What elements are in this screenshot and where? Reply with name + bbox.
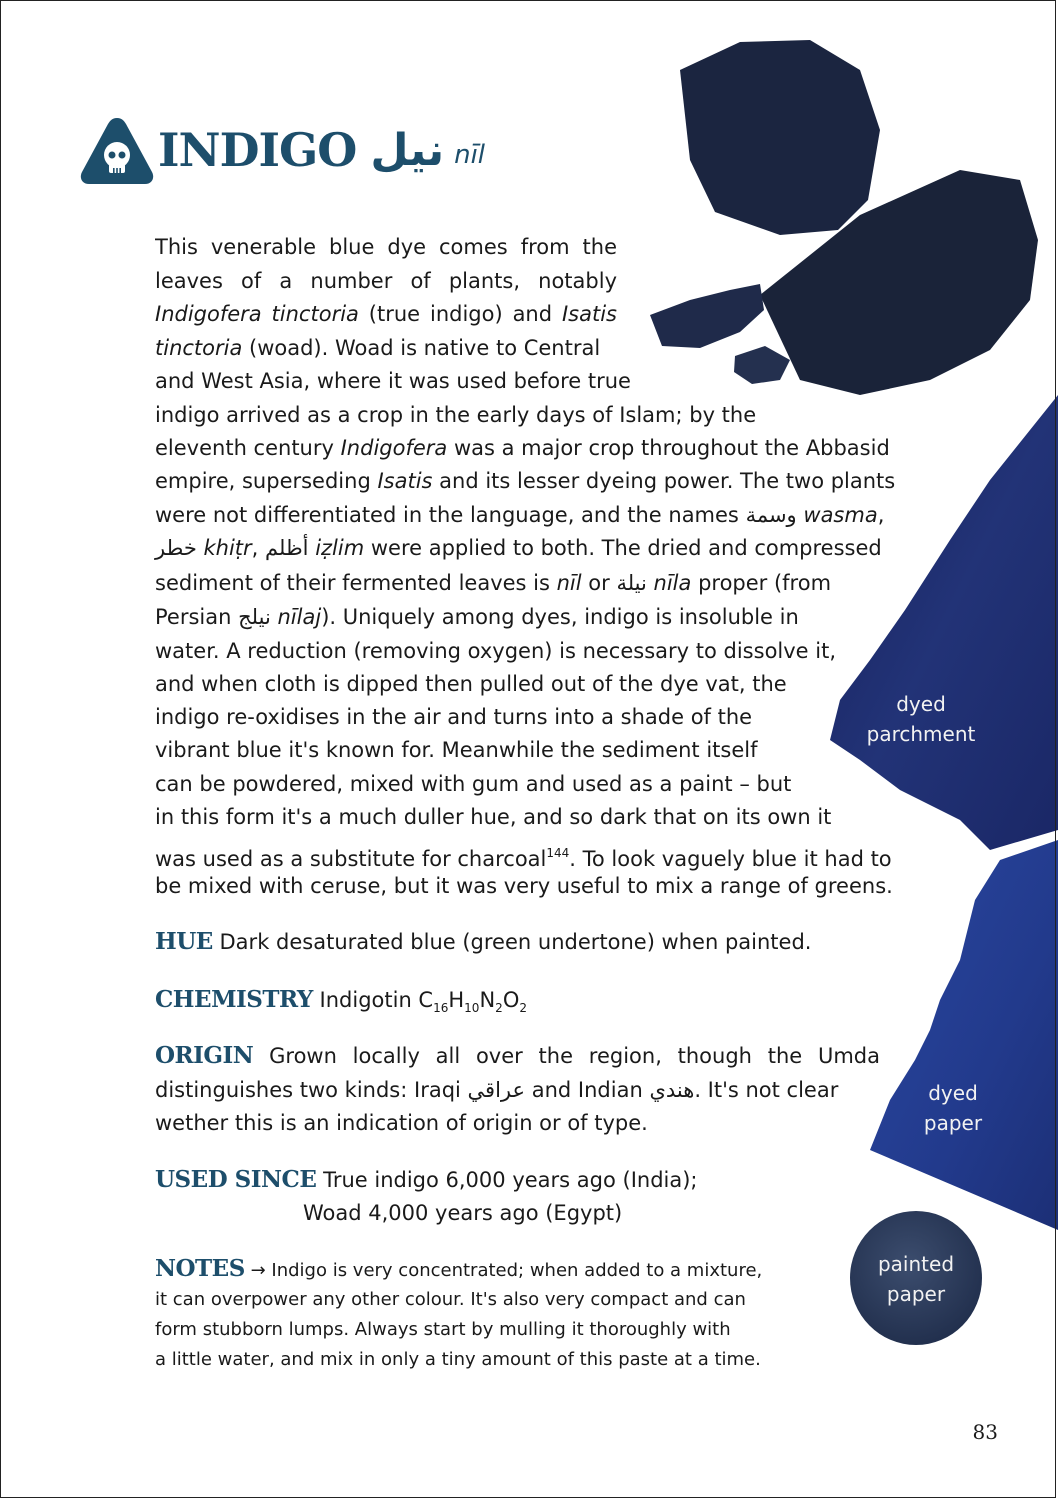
hue-section: [155, 925, 811, 959]
body-line: Persian نيلج nīlaj). Uniquely among dyes, indigo is insoluble in: [155, 605, 799, 629]
body-line: Indigofera tinctoria (true indigo) and Isatis: [155, 302, 617, 326]
origin-line: ORIGIN Grown locally all over the region, though the Umda: [155, 1042, 880, 1069]
caption-painted-paper: painted paper: [877, 1252, 955, 1306]
origin-label: ORIGIN: [155, 1042, 254, 1069]
caption-dyed-paper: dyed paper: [923, 1081, 983, 1135]
title-english: INDIGO: [158, 123, 357, 177]
notes-line: form stubborn lumps. Always start by mulling it thoroughly with: [155, 1319, 731, 1340]
body-line: was used as a substitute for charcoal$^{144}$. To look vaguely blue it had to: [155, 846, 892, 871]
chemistry-label: CHEMISTRY: [155, 986, 313, 1013]
notes-line: a little water, and mix in only a tiny amount of this paste at a time.: [155, 1349, 761, 1370]
chemistry-section: [155, 983, 527, 1025]
dyed-paper-image: [870, 840, 1058, 1230]
hue-text: Dark desaturated blue (green undertone) when painted.: [219, 930, 812, 954]
body-line: be mixed with ceruse, but it was very useful to mix a range of greens.: [155, 874, 893, 898]
notes-line: NOTES → Indigo is very concentrated; when added to a mixture,: [155, 1255, 763, 1282]
hue-label: HUE: [155, 928, 213, 955]
used-since-label: USED SINCE: [155, 1166, 317, 1193]
caption-dyed-parchment: dyed parchment: [866, 692, 976, 746]
body-line: water. A reduction (removing oxygen) is necessary to dissolve it,: [155, 639, 837, 663]
arrow-right-icon: →: [250, 1260, 266, 1281]
footnote-ref: 144: [546, 846, 570, 860]
title-transliteration: nīl: [454, 140, 486, 170]
notes-line: it can overpower any other colour. It's also very compact and can: [155, 1289, 746, 1310]
used-since-line: USED SINCE True indigo 6,000 years ago (India);: [155, 1166, 698, 1193]
title-arabic: نيل: [370, 124, 445, 176]
body-line: indigo re-oxidises in the air and turns into a shade of the: [155, 705, 753, 729]
body-line: and when cloth is dipped then pulled out of the dye vat, the: [155, 672, 787, 696]
body-line: can be powdered, mixed with gum and used as a paint – but: [155, 772, 792, 796]
indigo-chunk-tiny: [734, 346, 790, 384]
body-line: vibrant blue it's known for. Meanwhile the sediment itself: [155, 738, 758, 762]
body-line: were not differentiated in the language, and the names وسمة wasma,: [155, 503, 885, 527]
body-line: empire, superseding Isatis and its lesser dyeing power. The two plants: [155, 469, 896, 493]
page-title: [78, 112, 485, 188]
page-number: 83: [972, 1420, 998, 1444]
body-line: in this form it's a much duller hue, and so dark that on its own it: [155, 805, 832, 829]
body-line: indigo arrived as a crop in the early days of Islam; by the: [155, 403, 757, 427]
body-line: tinctoria (woad). Woad is native to Central: [155, 336, 601, 360]
notes-label: NOTES: [155, 1255, 245, 1282]
body-line: This venerable blue dye comes from the: [155, 235, 617, 259]
chemistry-text: Indigotin $C_{16}H_{10}N_2O_2$: [319, 988, 527, 1015]
indigo-chunk-large: [680, 40, 880, 235]
skull-triangle-icon: [78, 114, 156, 186]
body-line: eleventh century Indigofera was a major crop throughout the Abbasid: [155, 436, 890, 460]
indigo-chunk-small: [650, 284, 764, 348]
body-line: خطر khiṭr, أظلم iẓlim were applied to both. The dried and compressed: [155, 536, 882, 560]
body-line: leaves of a number of plants, notably: [155, 269, 617, 293]
used-since-line: Woad 4,000 years ago (Egypt): [303, 1201, 623, 1225]
origin-line: distinguishes two kinds: Iraqi عراقي and Indian هندي. It's not clear: [155, 1078, 839, 1102]
body-line: sediment of their fermented leaves is nīl or نيلة nīla proper (from: [155, 571, 832, 595]
body-line: and West Asia, where it was used before true: [155, 369, 631, 393]
origin-line: wether this is an indication of origin or of type.: [155, 1111, 648, 1135]
